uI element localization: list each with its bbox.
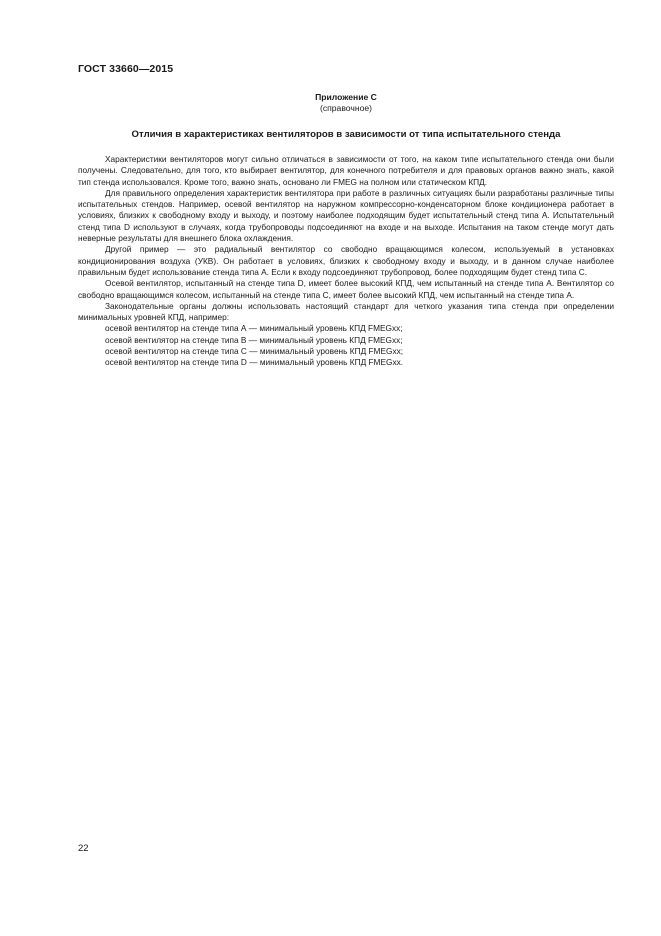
paragraph: Законодательные органы должны использовать настоящий стандарт для четкого указания типа стенда при определении минимальных уровней КПД, например: — [78, 300, 614, 323]
paragraph: Характеристики вентиляторов могут сильно отличаться в зависимости от того, на каком типе испытательного стенда они были получены. Следовательно, для того, кто выбирает вентилятор, для конечного потребителя и для правовых органов важно знать, какой тип стенда использовался. Кроме того, важно знать, основано ли FMEG на полном или статическом КПД. — [78, 154, 614, 187]
document-code: ГОСТ 33660—2015 — [78, 63, 174, 75]
list-item: осевой вентилятор на стенде типа А — минимальный уровень КПД FMEGxx; — [105, 323, 403, 334]
paragraph: Осевой вентилятор, испытанный на стенде типа D, имеет более высокий КПД, чем испытанный на стенде типа А. Вентилятор со свободно вращающимся колесом, испытанный на стенде типа С, имеет более высокий КПД, чем испытанный на стенде типа А. — [78, 278, 614, 300]
section-heading: Отличия в характеристиках вентиляторов в зависимости от типа испытательного стенда — [131, 129, 561, 140]
annex-title: Приложение С — [315, 92, 377, 102]
list-item: осевой вентилятор на стенде типа С — минимальный уровень КПД FMEGxx; — [105, 346, 404, 357]
annex-note: (справочное) — [319, 103, 373, 113]
body-text — [78, 154, 614, 369]
list-item: осевой вентилятор на стенде типа В — минимальный уровень КПД FMEGxx; — [105, 334, 403, 345]
page-number: 22 — [78, 843, 89, 854]
paragraph: Для правильного определения характеристик вентилятора при работе в различных ситуациях были разработаны различные типы испытательных стендов. Например, осевой вентилятор на наружном компрессорно-конденсаторном блоке кондиционера работает в условиях, близких к свободному входу и выходу, и поэтому наиболее подходящим будет испытательный стенд типа А. Испытательный стенд типа D используют в случаях, когда трубопроводы подсоединяют на входе и на выходе. Испытания на таком стенде могут дать неверные результаты для внешнего блока охлаждения. — [78, 187, 614, 244]
paragraph: Другой пример — это радиальный вентилятор со свободно вращающимся колесом, используемый в установках кондиционирования воздуха (УКВ). Он работает в условиях, близких к свободному входу и выходу, и в данном случае наиболее правильным будет использование стенда типа А. Если к входу подсоединяют трубопровод, более подходящим будет стенд типа С. — [78, 244, 614, 277]
list-item: осевой вентилятор на стенде типа D — минимальный уровень КПД FMEGxx. — [105, 357, 404, 368]
